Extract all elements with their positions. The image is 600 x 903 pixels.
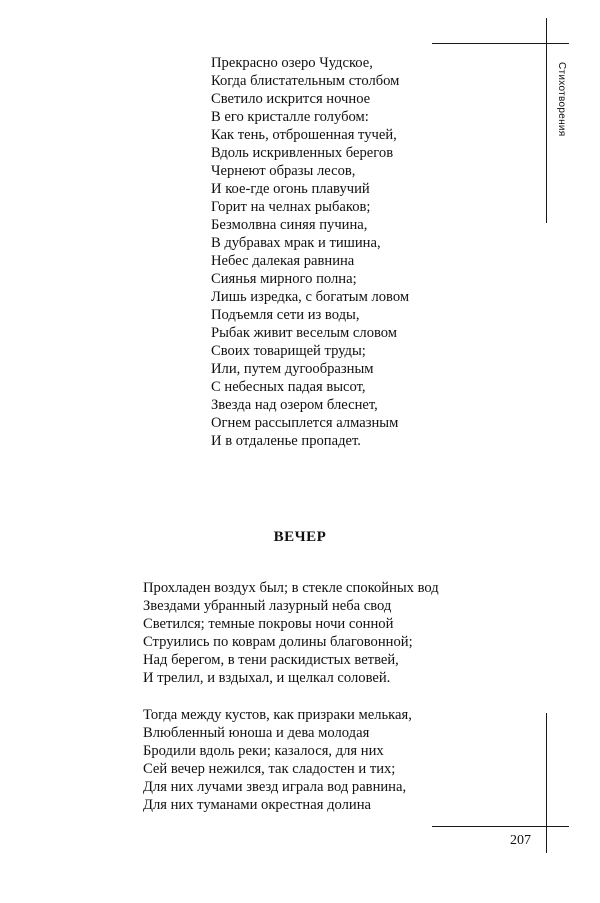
verse-line: Как тень, отброшенная тучей, <box>211 127 397 143</box>
verse-line: Небес далекая равнина <box>211 253 355 269</box>
header-rule-horizontal <box>432 43 569 44</box>
verse-line: И трелил, и вздыхал, и щелкал соловей. <box>143 670 391 686</box>
verse-line: Подъемля сети из воды, <box>211 307 360 323</box>
verse-line: Чернеют образы лесов, <box>211 163 356 179</box>
verse-line: Светило искрится ночное <box>211 91 371 107</box>
verse-line: Прохладен воздух был; в стекле спокойных вод <box>143 580 439 596</box>
poem-2-stanza-1 <box>143 579 439 687</box>
verse-line: Светился; темные покровы ночи сонной <box>143 616 394 632</box>
verse-line: Сиянья мирного полна; <box>211 271 357 287</box>
verse-line: Бродили вдоль реки; казалося, для них <box>143 743 384 759</box>
verse-line: Горит на челнах рыбаков; <box>211 199 371 215</box>
poem-title: ВЕЧЕР <box>273 529 327 545</box>
verse-line: Звезда над озером блеснет, <box>211 397 378 413</box>
verse-line: Для них лучами звезд играла вод равнина, <box>143 779 407 795</box>
verse-line: И в отдаленье пропадет. <box>211 433 361 449</box>
footer-rule-horizontal <box>432 826 569 827</box>
verse-line: Влюбленный юноша и дева молодая <box>143 725 370 741</box>
verse-line: Вдоль искривленных берегов <box>211 145 394 161</box>
verse-line: Огнем рассыплется алмазным <box>211 415 399 431</box>
verse-line: И кое-где огонь плавучий <box>211 181 370 197</box>
page-number: 207 <box>510 833 531 848</box>
verse-line: Для них туманами окрестная долина <box>143 797 371 813</box>
verse-line: В дубравах мрак и тишина, <box>211 235 381 251</box>
verse-line: Звездами убранный лазурный неба свод <box>143 598 392 614</box>
verse-line: Лишь изредка, с богатым ловом <box>211 289 410 305</box>
verse-line: Тогда между кустов, как призраки мелькая, <box>143 707 412 723</box>
verse-line: Своих товарищей труды; <box>211 343 366 359</box>
verse-line: Рыбак живит веселым словом <box>211 325 398 341</box>
verse-line: Безмолвна синяя пучина, <box>211 217 368 233</box>
verse-line: Когда блистательным столбом <box>211 73 400 89</box>
verse-line: Или, путем дугообразным <box>211 361 374 377</box>
header-rule-vertical <box>546 18 547 223</box>
poem-1 <box>211 54 409 450</box>
verse-line: Прекрасно озеро Чудское, <box>211 55 373 71</box>
verse-line: Над берегом, в тени раскидистых ветвей, <box>143 652 399 668</box>
verse-line: Струились по коврам долины благовонной; <box>143 634 413 650</box>
section-label: Стихотворения <box>556 62 567 137</box>
verse-line: Сей вечер нежился, так сладостен и тих; <box>143 761 396 777</box>
poem-2-stanza-2 <box>143 706 412 814</box>
verse-line: С небесных падая высот, <box>211 379 366 395</box>
verse-line: В его кристалле голубом: <box>211 109 369 125</box>
footer-rule-vertical <box>546 713 547 853</box>
